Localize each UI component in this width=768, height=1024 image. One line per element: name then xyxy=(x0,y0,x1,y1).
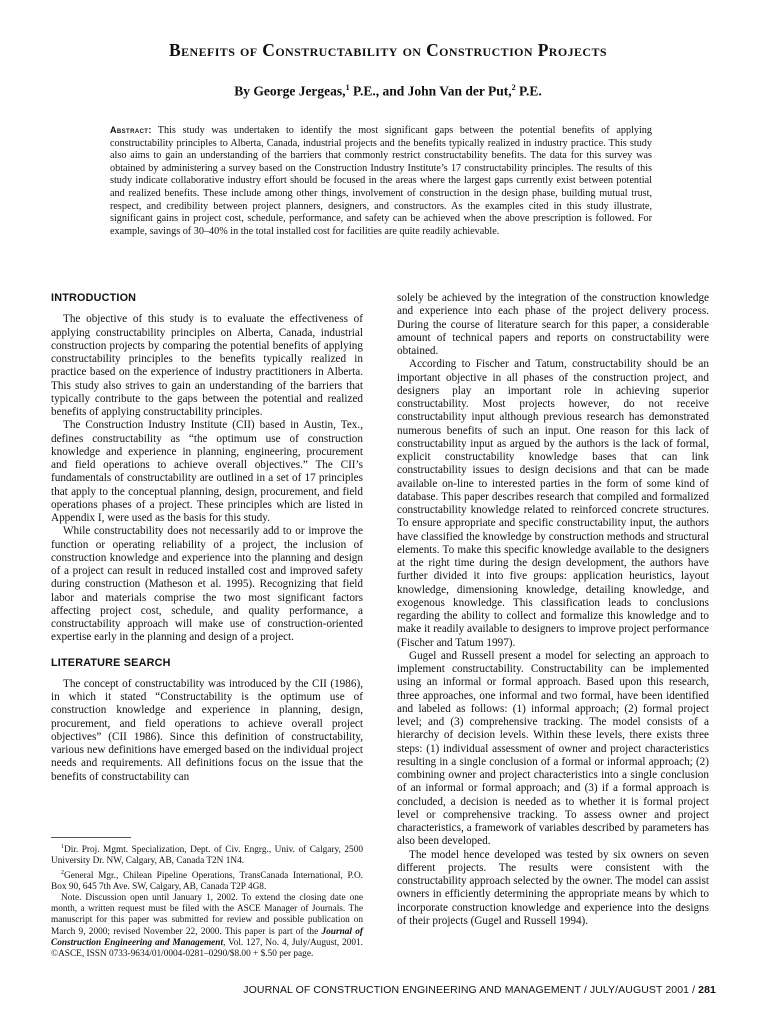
author-line xyxy=(52,83,724,100)
footnote-divider xyxy=(51,837,131,838)
intro-paragraph-2: The Construction Industry Institute (CII) based in Austin, Tex., defines constructability as “the optimum use of construction knowledge and experience in planning, engineering, procurement and field operations to achieve overall objectives.” The CII’s fundamentals of constructability are outlined in a set of 17 principles that apply to the conceptual planning, design, procurement, and field operations phases of a project. These principles which are listed in Appendix I, were used as the basis for this study. xyxy=(51,419,363,524)
intro-paragraph-3: While constructability does not necessarily add to or improve the function or operating reliability of a project, the inclusion of construction knowledge and experience into the planning and design of a project can result in reduced installed cost and improved safety during construction (Matheson et al. 1995). Recognizing that field labor and materials comprise the two most significant factors affecting project cost, schedule, and quality performance, a constructability approach will make use of construction-oriented expertise early in the planning and design of a project. xyxy=(51,525,363,644)
note-text-end: , Vol. 127, No. 4, July/August, 2001. ©ASCE, ISSN 0733-9634/01/0004-0281–0290/$8.00 + $.50 per page. xyxy=(51,937,363,960)
literature-paragraph-1: The concept of constructability was introduced by the CII (1986), in which it stated “Constructability is the optimum use of construction knowledge and experience in planning, design, procurement, and field operations to achieve overall project objectives” (CII 1986). Since this definition of constructability, various new definitions have emerged based on the individual project needs and requirements. All definitions focus on the issue that the benefits of constructability can xyxy=(51,677,363,783)
right-paragraph-2: According to Fischer and Tatum, constructability should be an important objective in all phases of the construction project, and designers play an important role in achieving superior constructability. Most projects however, do not receive constructability input although previous research has demonstrated numerous benefits of such an input. One reason for this lack of constructability input as argued by the authors is the lack of formal, explicit constructability knowledge bases that can link constructability issues to design decisions and that can be made available on-line to interested parties in the form of some kind of database. This paper describes research that compiled and formalized constructability knowledge related to reinforced concrete structures. To ensure appropriate and specific constructability input, the authors have classified the knowledge by construction methods and structural elements. To make this specific knowledge available to the designers at the right time during the design development, the authors have further divided it into five groups: application heuristics, layout knowledge, dimensioning knowledge, detailing knowledge, and exogenous knowledge. This classification leads to conclusions regarding the ability to collect and formalize this knowledge and to make it readily available to designers to improve project performance (Fischer and Tatum 1997). xyxy=(397,358,709,649)
footnotes xyxy=(51,842,363,960)
page-number: 281 xyxy=(698,984,716,996)
author-1-affiliation-mark: 1 xyxy=(345,83,350,92)
abstract xyxy=(110,124,652,238)
footnote-1 xyxy=(51,842,363,868)
right-paragraph-4: The model hence developed was tested by six owners on seven different projects. The results were consistent with the constructability approach selected by the owner. The model can assist owners in efficiently determining the appropriate means by which to incorporate construction knowledge and experience into the designs of their projects (Gugel and Russell 1994). xyxy=(397,848,709,927)
abstract-label: Abstract: xyxy=(110,125,152,135)
abstract-text: This study was undertaken to identify the most significant gaps between the potential benefits of applying constructability principles to Alberta, Canada, industrial projects and the benefits typically realized in industry practice. This study also aims to gain an understanding of the barriers that commonly restrict constructability benefits. The data for this survey was obtained by administering a survey based on the Construction Industry Institute’s 17 constructability principles. The results of this study indicate collaborative industry effort should be focused in the areas where the largest gaps currently exist between potential and realized benefits. These include among other things, involvement of construction in the design phase, building mutual trust, respect, and credibility between project planners, designers, and constructors. As the examples cited in this study illustrate, significant gains in project cost, schedule, performance, and safety can be achieved when the above prescription is followed. For example, savings of 30–40% in the total installed cost for facilities are quite readily achievable. xyxy=(110,125,652,237)
discussion-note xyxy=(51,893,363,960)
intro-paragraph-1: The objective of this study is to evaluate the effectiveness of applying constructability principles on Alberta, Canada, industrial construction projects by comparing the potential benefits of applying constructability principles to the benefits typically realized in practice based on the experience of industry practitioners in Alberta. This study also strives to gain an understanding of the barriers that typically contribute to the gaps between the potential and realized benefits of applying constructability principles. xyxy=(51,313,363,418)
author-2: John Van der Put, xyxy=(407,83,512,99)
left-column xyxy=(51,292,363,784)
author-1: George Jergeas, xyxy=(253,83,346,99)
right-paragraph-3: Gugel and Russell present a model for selecting an approach to implement constructability. Constructability can be implemented using an informal or formal approach. Based upon this research, three approaches, one informal and two formal, have been identified and labeled as follows: (1) informal approach; (2) formal project level; and (3) comprehensive tracking. The model consists of a hierarchy of decision levels. Within these levels, there exists three steps: (1) individual assessment of owner and project characteristics resulting in a single conclusion of a formal or informal approach; (2) combining owner and project characteristics into a single conclusion of an informal or formal approach; and (3) if a formal approach is concluded, a decision is needed as to whether it is formal project level or comprehensive tracking. To assess owner and project characteristics, a framework of variables described by parameters has also been developed. xyxy=(397,649,709,848)
right-column xyxy=(397,292,709,928)
right-paragraph-1: solely be achieved by the integration of the construction knowledge and experience into each phase of the project delivery process. During the course of literature search for this paper, a considerable amount of technical papers and reports on constructability were obtained. xyxy=(397,292,709,357)
footnote-2-text: General Mgr., Chilean Pipeline Operations, TransCanada International, P.O. Box 90, 645 7th Ave. SW, Calgary, AB, Canada T2P 4G8. xyxy=(51,870,363,892)
footnote-1-text: Dir. Proj. Mgmt. Specialization, Dept. of Civ. Engrg., Univ. of Calgary, 2500 University Dr. NW, Calgary, AB, Canada T2N 1N4. xyxy=(51,845,363,867)
note-journal-name: Journal of Construction Engineering and Management xyxy=(51,926,363,948)
note-text-start: Note. Discussion open until January 1, 2002. To extend the closing date one month, a written request must be filed with the ASCE Manager of Journals. The manuscript for this paper was submitted for review and possible publication on March 9, 2000; revised November 22, 2000. This paper is part of the xyxy=(51,893,363,937)
paper-title: Benefits of Constructability on Construction Projects xyxy=(169,40,607,60)
page-footer xyxy=(243,984,716,996)
author-2-suffix: P.E. xyxy=(515,83,542,99)
literature-search-heading: LITERATURE SEARCH xyxy=(51,656,171,669)
author-1-suffix: P.E., and xyxy=(349,83,408,99)
introduction-heading: INTRODUCTION xyxy=(51,292,137,304)
footnote-1-mark: 1 xyxy=(61,844,64,850)
footnote-2-mark: 2 xyxy=(61,869,64,876)
author-prefix: By xyxy=(234,83,254,99)
footer-journal-info: JOURNAL OF CONSTRUCTION ENGINEERING AND MANAGEMENT / JULY/AUGUST 2001 / xyxy=(243,984,699,996)
author-2-affiliation-mark: 2 xyxy=(511,83,516,92)
footnote-2 xyxy=(51,868,363,894)
